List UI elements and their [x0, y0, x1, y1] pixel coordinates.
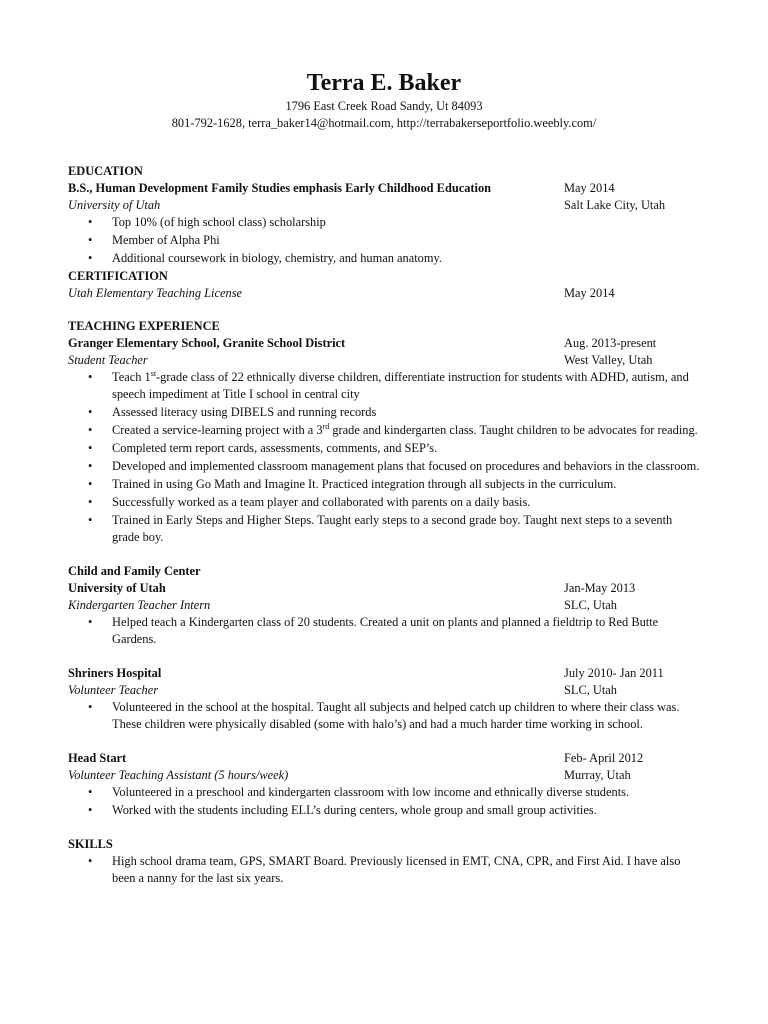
headstart-org: Head Start [68, 751, 127, 765]
granger-role: Student Teacher [68, 353, 148, 367]
list-item: • Trained in using Go Math and Imagine It. Practiced integration through all subjects in the curriculum. [68, 476, 700, 493]
cfc-role-row [68, 597, 700, 614]
granger-org-row [68, 335, 700, 352]
list-item: • Successfully worked as a team player and collaborated with parents on a daily basis. [68, 494, 700, 511]
list-item: • Member of Alpha Phi [68, 232, 700, 249]
shriners-bullets [68, 699, 700, 733]
list-item: • Volunteered in the school at the hospital. Taught all subjects and helped catch up children to where their class was. These children were physically disabled (some with halo’s) and had a much harder time working in school. [68, 699, 700, 733]
list-item: • High school drama team, GPS, SMART Board. Previously licensed in EMT, CNA, CPR, and First Aid. I have also been a nanny for the last six years. [68, 853, 700, 887]
cfc-org-row [68, 580, 700, 597]
education-school-row [68, 197, 700, 214]
degree-title: B.S., Human Development Family Studies emphasis Early Childhood Education [68, 181, 492, 195]
education-bullets [68, 214, 700, 267]
candidate-name: Terra E. Baker [306, 70, 462, 96]
school-location: Salt Lake City, Utah [564, 198, 666, 212]
list-item: • Volunteered in a preschool and kindergarten classroom with low income and ethnically diverse students. [68, 784, 700, 801]
list-item: • Additional coursework in biology, chemistry, and human anatomy. [68, 250, 700, 267]
cfc-location: SLC, Utah [564, 598, 618, 612]
cfc-bullets [68, 614, 700, 648]
headstart-role: Volunteer Teaching Assistant (5 hours/week) [68, 768, 289, 782]
list-item: • Completed term report cards, assessments, comments, and SEP’s. [68, 440, 700, 457]
granger-bullets [68, 369, 700, 546]
contact-line: 801-792-1628, terra_baker14@hotmail.com, http://terrabakerseportfolio.weebly.com/ [171, 116, 597, 130]
granger-org: Granger Elementary School, Granite School District [68, 336, 346, 350]
resume-header [0, 68, 768, 132]
certification-title: Utah Elementary Teaching License [68, 286, 243, 300]
headstart-role-row [68, 767, 700, 784]
education-degree-row [68, 180, 700, 197]
granger-date: Aug. 2013-present [564, 336, 657, 350]
list-item: • Created a service-learning project with a 3rd grade and kindergarten class. Taught children to be advocates for reading. [68, 422, 700, 439]
education-heading: EDUCATION [68, 164, 143, 178]
headstart-bullets [68, 784, 700, 819]
list-item: • Teach 1st-grade class of 22 ethnically diverse children, differentiate instruction for students with ADHD, autism, and speech impediment at Title I school in central city [68, 369, 700, 403]
certification-heading: CERTIFICATION [68, 269, 168, 283]
list-item: • Top 10% (of high school class) scholarship [68, 214, 700, 231]
shriners-org: Shriners Hospital [68, 666, 162, 680]
address: 1796 East Creek Road Sandy, Ut 84093 [285, 99, 483, 113]
list-item: • Helped teach a Kindergarten class of 20 students. Created a unit on plants and planned a fieldtrip to Red Butte Gardens. [68, 614, 700, 648]
school-name: University of Utah [68, 198, 161, 212]
shriners-role-row [68, 682, 700, 699]
list-item: • Worked with the students including ELL’s during centers, whole group and small group activities. [68, 802, 700, 819]
cfc-university: University of Utah [68, 581, 166, 595]
granger-location: West Valley, Utah [564, 353, 653, 367]
list-item: • Assessed literacy using DIBELS and running records [68, 404, 700, 421]
headstart-org-row [68, 750, 700, 767]
headstart-location: Murray, Utah [564, 768, 631, 782]
shriners-date: July 2010- Jan 2011 [564, 666, 664, 680]
certification-row [68, 285, 700, 302]
shriners-org-row [68, 665, 700, 682]
skills-bullets [68, 853, 700, 887]
resume-body [68, 163, 700, 888]
headstart-date: Feb- April 2012 [564, 751, 644, 765]
list-item: • Trained in Early Steps and Higher Steps. Taught early steps to a second grade boy. Taught next steps to a seventh grade boy. [68, 512, 700, 546]
teaching-heading: TEACHING EXPERIENCE [68, 319, 220, 333]
cfc-date: Jan-May 2013 [564, 581, 636, 595]
degree-date: May 2014 [564, 181, 615, 195]
shriners-location: SLC, Utah [564, 683, 618, 697]
granger-role-row [68, 352, 700, 369]
list-item: • Developed and implemented classroom management plans that focused on procedures and behaviors in the classroom. [68, 458, 700, 475]
cfc-role: Kindergarten Teacher Intern [68, 598, 211, 612]
cfc-org: Child and Family Center [68, 564, 201, 578]
certification-date: May 2014 [564, 286, 615, 300]
skills-heading: SKILLS [68, 837, 113, 851]
shriners-role: Volunteer Teacher [68, 683, 159, 697]
